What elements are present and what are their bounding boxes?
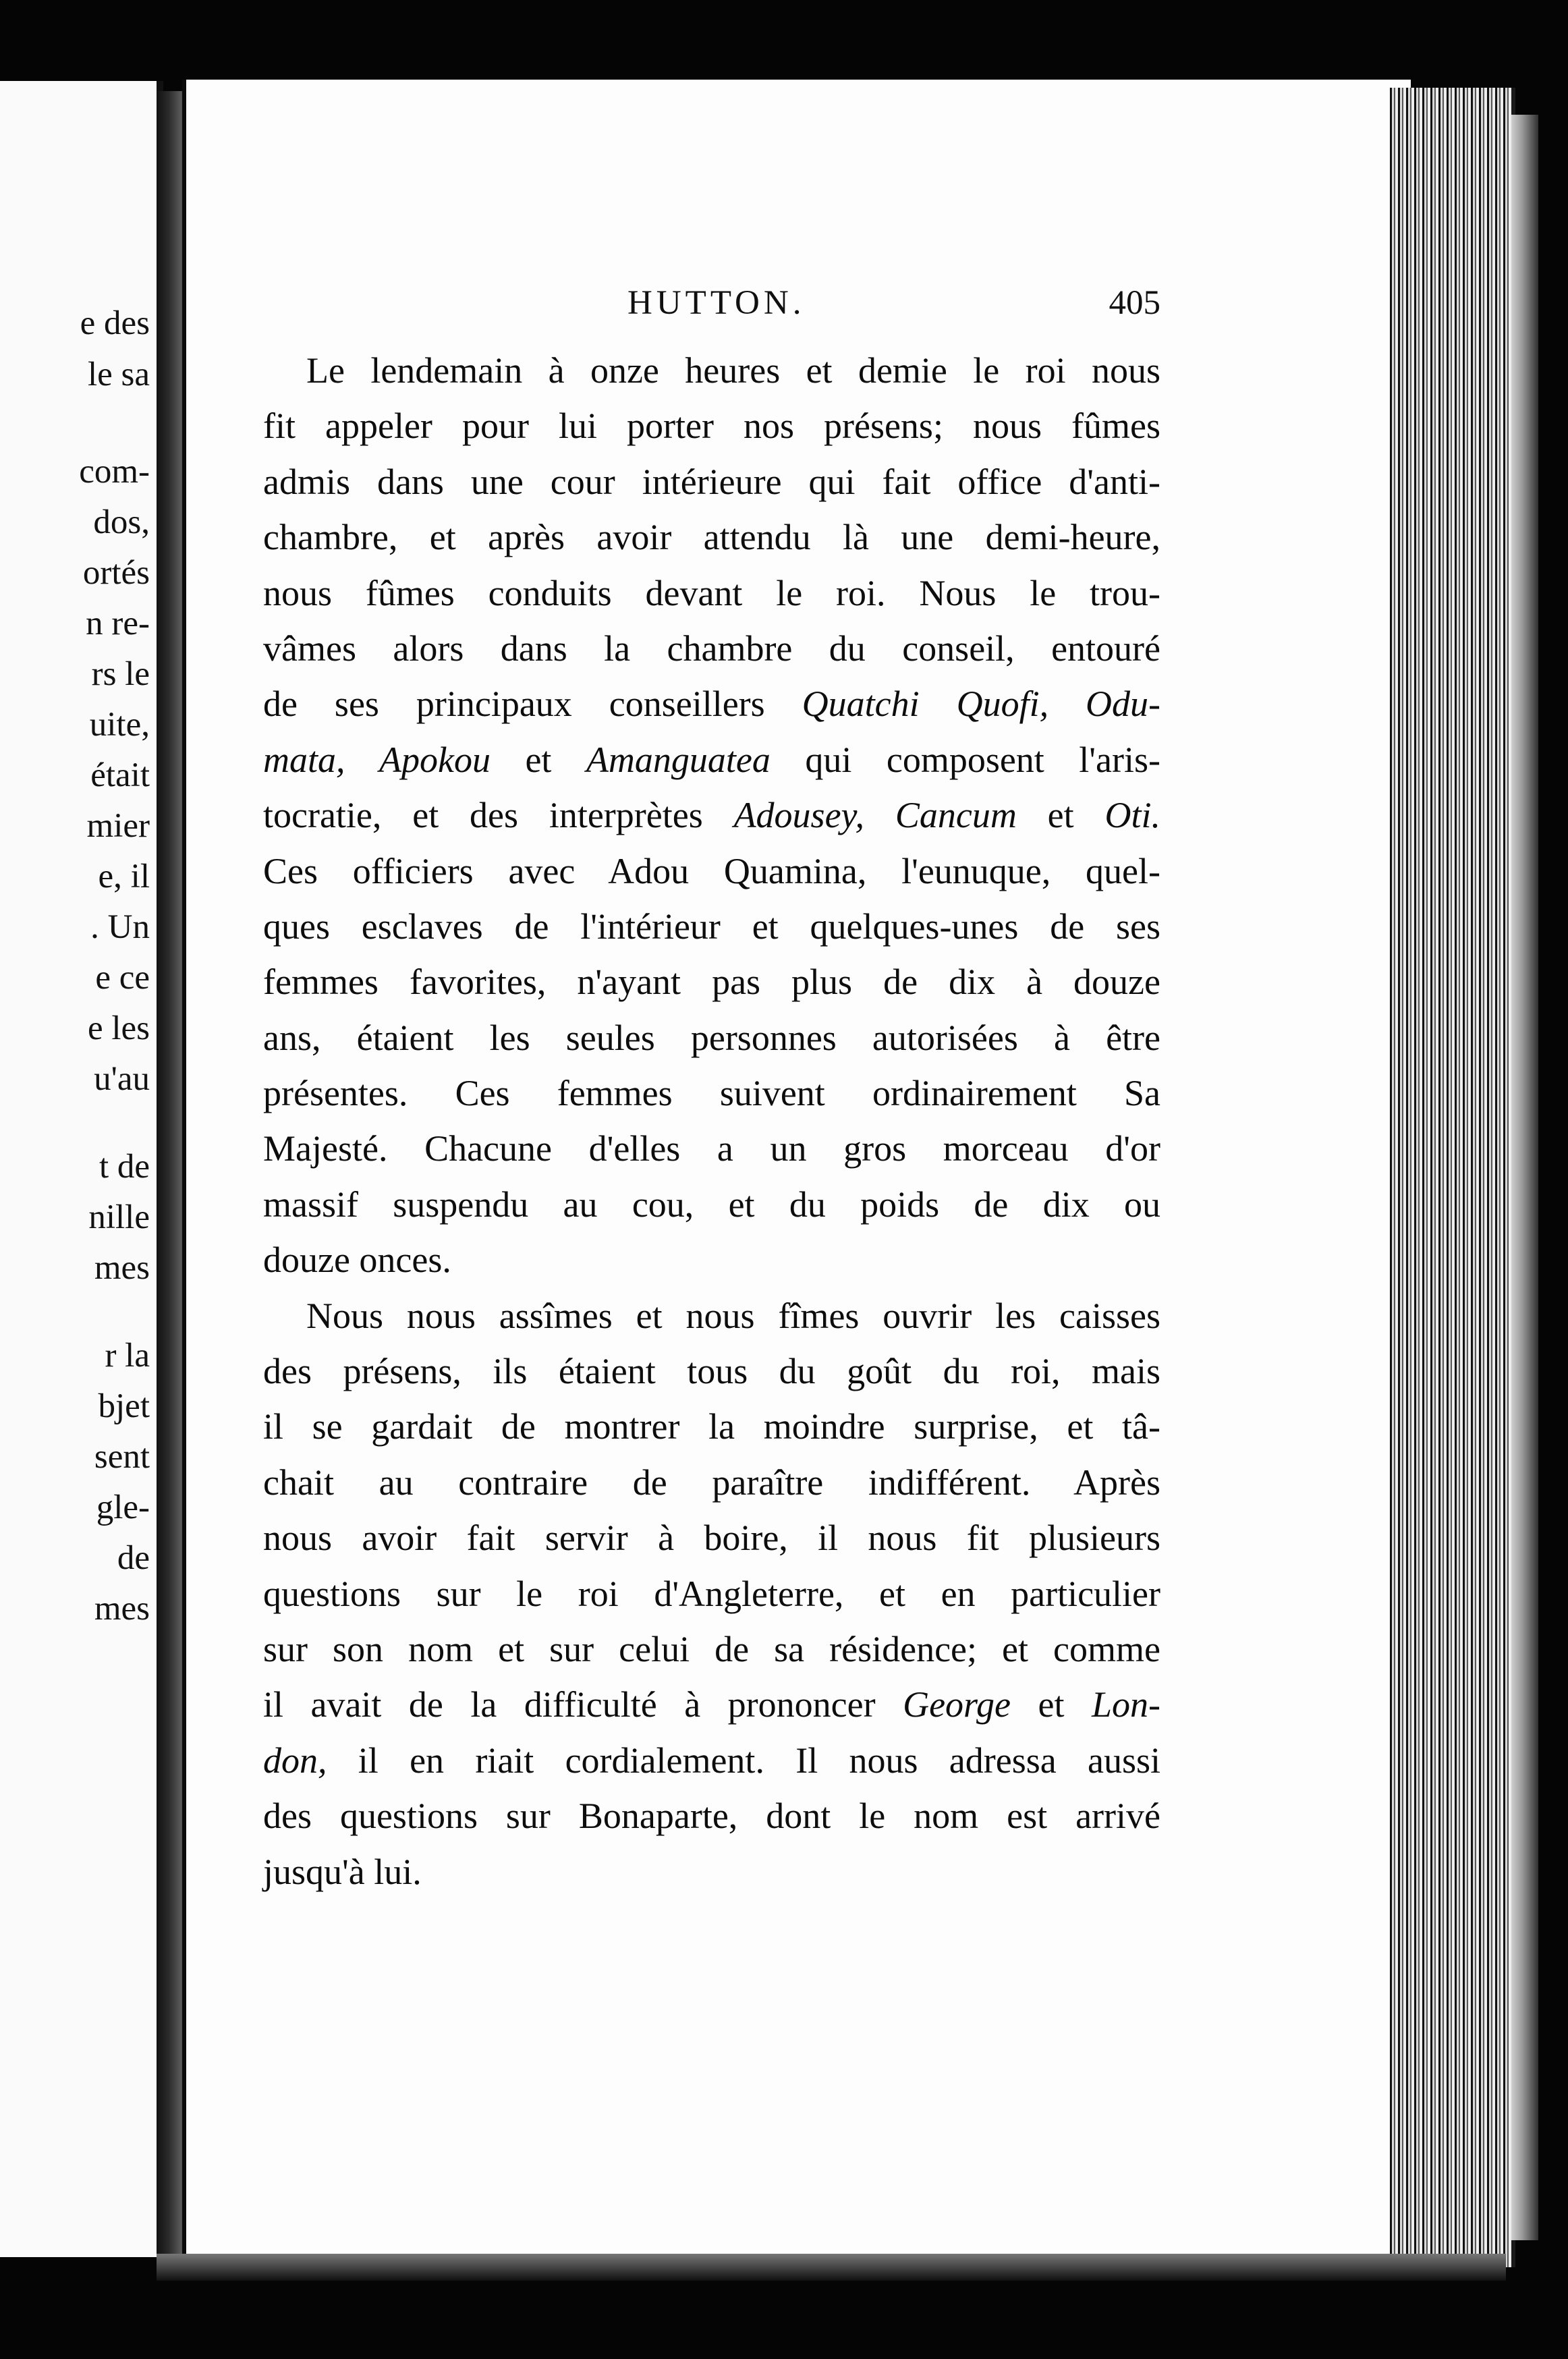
text-run: sur son nom et sur celui de sa résidence; et comme <box>263 1628 1160 1669</box>
text-line <box>263 454 1160 509</box>
text-line <box>263 621 1160 676</box>
previous-page-line-end: bjet <box>98 1387 150 1425</box>
italic-name: Lon- <box>1091 1684 1160 1725</box>
text-line <box>263 1399 1160 1454</box>
previous-page-line-end: e des <box>80 304 150 342</box>
text-run: il se gardait de montrer la moindre surprise, et tâ- <box>263 1406 1160 1447</box>
previous-page-line-end: était <box>90 756 150 794</box>
text-run: femmes favorites, n'ayant pas plus de dix à douze <box>263 962 1160 1003</box>
running-title: HUTTON. <box>627 284 806 322</box>
page-bottom-shadow <box>157 2254 1506 2281</box>
text-run: des questions sur Bonaparte, dont le nom est arrivé <box>263 1796 1160 1837</box>
previous-page-line-end: nille <box>88 1198 150 1236</box>
text-run: Nous nous assîmes et nous fîmes ouvrir les caisses <box>306 1295 1160 1336</box>
previous-page-line-end: sent <box>94 1438 150 1476</box>
text-line <box>263 732 1160 787</box>
text-line <box>263 787 1160 843</box>
text-run: jusqu'à lui. <box>263 1851 422 1892</box>
text-line <box>263 565 1160 621</box>
text-run: douze onces. <box>263 1240 451 1281</box>
text-line <box>263 1010 1160 1065</box>
text-run: il en riait cordialement. Il nous adressa aussi <box>327 1740 1160 1781</box>
text-run: et <box>490 739 586 780</box>
previous-page-line-end: le sa <box>87 356 150 393</box>
text-line <box>263 676 1160 731</box>
text-run: Ces officiers avec Adou Quamina, l'eunuque, quel- <box>263 850 1160 891</box>
previous-page-line-end: dos, <box>93 503 150 541</box>
text-line <box>263 1232 1160 1287</box>
previous-page-line-end: t de <box>99 1148 150 1186</box>
text-line <box>263 899 1160 954</box>
text-run: il avait de la difficulté à prononcer <box>263 1684 903 1725</box>
text-run: de ses principaux conseillers <box>263 684 802 725</box>
previous-page-line-end: mier <box>86 807 150 845</box>
previous-page-line-end: . Un <box>90 908 150 946</box>
previous-page-line-end: com- <box>79 453 150 491</box>
italic-name: mata, Apokou <box>263 739 491 780</box>
text-line <box>263 954 1160 1009</box>
text-line <box>263 1288 1160 1343</box>
text-run: Le lendemain à onze heures et demie le roi nous <box>306 350 1160 391</box>
text-run: questions sur le roi d'Angleterre, et en particulier <box>263 1573 1160 1614</box>
previous-page-line-end: uite, <box>89 706 150 744</box>
previous-page-line-end: mes <box>94 1249 150 1287</box>
text-line <box>263 398 1160 453</box>
previous-page-line-end: r la <box>105 1337 150 1375</box>
text-line <box>263 509 1160 565</box>
previous-page-line-end: ortés <box>82 554 150 592</box>
text-line <box>263 1844 1160 1899</box>
previous-page-line-end: rs le <box>91 655 150 693</box>
previous-page-fragment <box>0 81 163 2257</box>
text-line <box>263 1343 1160 1399</box>
text-line <box>263 1177 1160 1232</box>
text-line <box>263 343 1160 398</box>
previous-page-line-end: e ce <box>95 959 150 997</box>
text-run: ans, étaient les seules personnes autorisées à être <box>263 1017 1160 1058</box>
text-line <box>263 1677 1160 1732</box>
text-line <box>263 1510 1160 1565</box>
previous-page-line-end: e les <box>87 1009 150 1047</box>
text-run: fit appeler pour lui porter nos présens; nous fûmes <box>263 406 1160 447</box>
previous-page-line-end: de <box>117 1539 150 1577</box>
text-run: nous avoir fait servir à boire, il nous fit plusieurs <box>263 1518 1160 1559</box>
italic-name: Quatchi Quofi, Odu- <box>802 684 1161 725</box>
page-number: 405 <box>1109 284 1160 322</box>
body-text <box>263 343 1160 1899</box>
text-run: nous fûmes conduits devant le roi. Nous le trou- <box>263 572 1160 613</box>
text-line <box>263 1621 1160 1677</box>
text-run: Majesté. Chacune d'elles a un gros morceau d'or <box>263 1128 1160 1169</box>
text-line <box>263 1788 1160 1843</box>
page-edges <box>1390 88 1515 2267</box>
text-run: présentes. Ces femmes suivent ordinairement Sa <box>263 1073 1160 1114</box>
text-run: tocratie, et des interprètes <box>263 795 734 836</box>
previous-page-line-end: u'au <box>94 1060 150 1098</box>
text-line <box>263 1121 1160 1176</box>
text-run: chait au contraire de paraître indifférent. Après <box>263 1462 1160 1503</box>
text-run: chambre, et après avoir attendu là une demi-heure, <box>263 517 1160 558</box>
italic-name: Oti. <box>1104 795 1160 836</box>
text-line <box>263 843 1160 899</box>
previous-page-line-end: e, il <box>98 858 150 895</box>
text-line <box>263 1065 1160 1121</box>
previous-page-line-end: n re- <box>86 605 150 642</box>
text-run: admis dans une cour intérieure qui fait office d'anti- <box>263 461 1160 502</box>
running-header <box>182 283 1160 331</box>
text-run: et <box>1016 795 1105 836</box>
text-line <box>263 1733 1160 1788</box>
text-run: vâmes alors dans la chambre du conseil, entouré <box>263 628 1160 669</box>
text-run: des présens, ils étaient tous du goût du roi, mais <box>263 1351 1160 1392</box>
text-run: massif suspendu au cou, et du poids de dix ou <box>263 1184 1160 1225</box>
paragraph <box>263 343 1160 1288</box>
italic-name: don, <box>263 1740 327 1781</box>
text-line <box>263 1566 1160 1621</box>
text-run: et <box>1011 1684 1092 1725</box>
text-run: ques esclaves de l'intérieur et quelques-unes de ses <box>263 906 1160 947</box>
italic-name: Amanguatea <box>586 739 771 780</box>
text-run: qui composent l'aris- <box>770 739 1160 780</box>
previous-page-line-end: gle- <box>96 1489 150 1526</box>
text-line <box>263 1455 1160 1510</box>
italic-name: Adousey, Cancum <box>733 795 1017 836</box>
italic-name: George <box>903 1684 1011 1725</box>
paragraph <box>263 1288 1160 1899</box>
previous-page-line-end: mes <box>94 1590 150 1628</box>
